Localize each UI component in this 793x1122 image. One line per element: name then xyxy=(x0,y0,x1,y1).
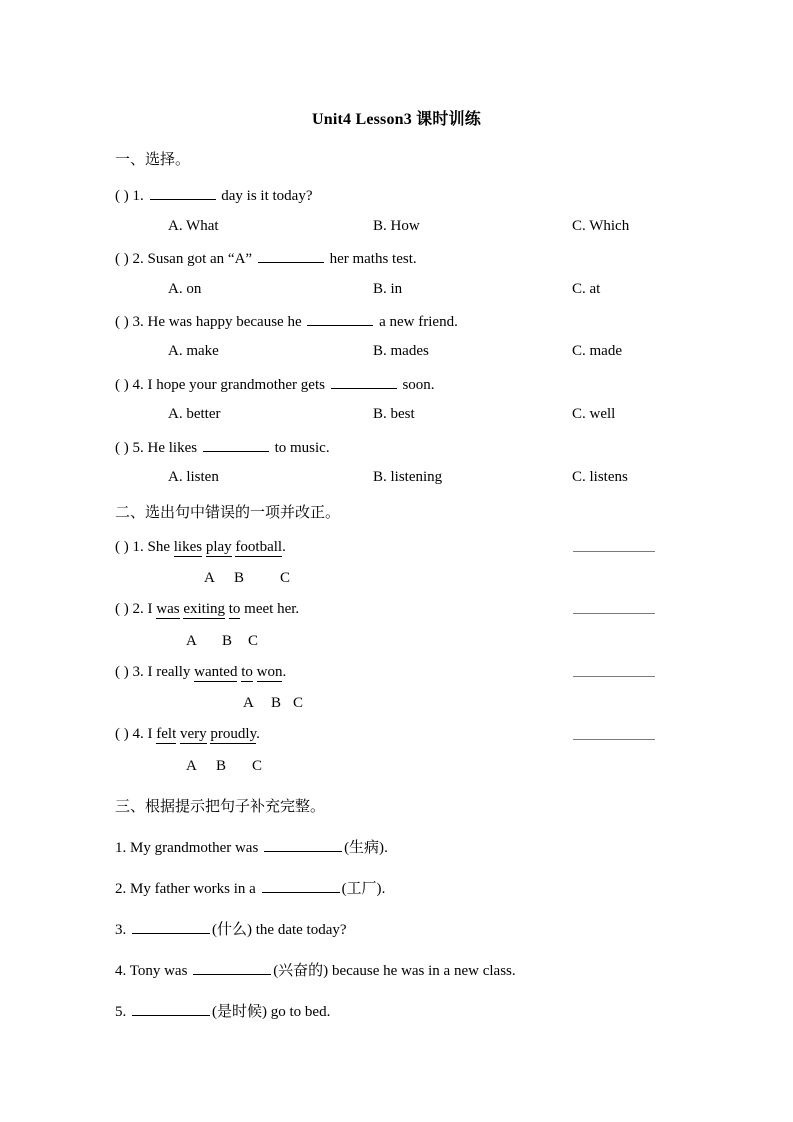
answer-blank[interactable] xyxy=(307,311,373,326)
abc-label-a: A xyxy=(204,570,215,586)
abc-markers-2-2 xyxy=(0,633,793,653)
answer-blank[interactable] xyxy=(132,1001,210,1016)
error-span-b[interactable]: to xyxy=(241,664,253,680)
abc-label-c: C xyxy=(252,758,263,774)
answer-blank[interactable] xyxy=(203,437,269,452)
options-row-1-2 xyxy=(0,281,793,301)
abc-label-a: A xyxy=(186,633,197,649)
question-text-after: because he was in a new class. xyxy=(328,963,516,979)
correction-answer-line[interactable] xyxy=(573,676,655,677)
error-span-a[interactable]: likes xyxy=(173,539,203,555)
option-a[interactable]: A. on xyxy=(168,281,202,297)
question-hint: (什么) xyxy=(212,922,252,938)
abc-label-c: C xyxy=(280,570,291,586)
question-text-before: Susan got an “A” xyxy=(147,250,256,267)
question-text-after: her maths test. xyxy=(325,250,417,267)
question-marker[interactable]: ( ) 3. xyxy=(115,664,144,680)
question-text-before: My father works in a xyxy=(130,881,260,897)
question-3-4 xyxy=(115,959,516,980)
question-text-after: . xyxy=(381,881,386,897)
question-1-5 xyxy=(115,437,330,457)
abc-label-b: B xyxy=(222,633,233,649)
question-marker: 4. xyxy=(115,963,127,979)
question-1-3 xyxy=(115,311,458,331)
answer-blank[interactable] xyxy=(331,374,397,389)
abc-label-c: C xyxy=(293,695,304,711)
answer-blank[interactable] xyxy=(258,248,324,263)
question-2-4 xyxy=(115,726,260,743)
question-2-3 xyxy=(115,664,286,681)
option-b[interactable]: B. How xyxy=(373,218,420,234)
page-title: Unit4 Lesson3 课时训练 xyxy=(312,111,481,128)
question-marker: 2. xyxy=(115,881,127,897)
error-span-c[interactable]: proudly xyxy=(210,726,257,742)
error-span-b[interactable]: very xyxy=(180,726,207,742)
option-c[interactable]: C. Which xyxy=(572,218,630,234)
question-text-after: the date today? xyxy=(252,922,347,938)
question-text-before: Tony was xyxy=(129,963,192,979)
abc-markers-2-4 xyxy=(0,758,793,778)
question-marker[interactable]: ( ) 3. xyxy=(115,313,144,330)
error-span-c[interactable]: football xyxy=(235,539,283,555)
error-span-b[interactable]: exiting xyxy=(183,601,225,617)
error-span-a[interactable]: was xyxy=(156,601,180,617)
option-b[interactable]: B. best xyxy=(373,406,415,422)
abc-label-a: A xyxy=(186,758,197,774)
options-row-1-5 xyxy=(0,469,793,489)
option-a[interactable]: A. listen xyxy=(168,469,219,485)
question-marker: 3. xyxy=(115,922,127,938)
question-text-before: He likes xyxy=(147,439,201,456)
option-a[interactable]: A. make xyxy=(168,343,219,359)
options-row-1-3 xyxy=(0,343,793,363)
question-marker[interactable]: ( ) 1. xyxy=(115,539,144,555)
error-span-c[interactable]: won xyxy=(256,664,283,680)
question-marker: 1. xyxy=(115,840,127,856)
question-2-1 xyxy=(115,539,286,556)
question-1-1 xyxy=(115,185,312,205)
question-text-before: He was happy because he xyxy=(147,313,306,330)
question-text-after: go to bed. xyxy=(267,1004,331,1020)
question-marker: 5. xyxy=(115,1004,127,1020)
section-heading-three: 三、根据提示把句子补充完整。 xyxy=(115,799,326,815)
abc-label-b: B xyxy=(216,758,227,774)
sentence-tail: . xyxy=(282,539,286,555)
question-text-before: I hope your grandmother gets xyxy=(147,376,329,393)
correction-answer-line[interactable] xyxy=(573,613,655,614)
option-c[interactable]: C. made xyxy=(572,343,622,359)
sentence-lead: I really xyxy=(147,664,195,680)
question-text-after: a new friend. xyxy=(375,313,458,330)
answer-blank[interactable] xyxy=(264,837,342,852)
question-marker[interactable]: ( ) 1. xyxy=(115,187,144,204)
correction-answer-line[interactable] xyxy=(573,739,655,740)
sentence-lead: I xyxy=(147,601,157,617)
abc-label-a: A xyxy=(243,695,254,711)
abc-label-b: B xyxy=(234,570,245,586)
sentence-tail: . xyxy=(282,664,287,680)
option-c[interactable]: C. at xyxy=(572,281,601,297)
question-3-5 xyxy=(115,1000,330,1021)
sentence-tail: meet her. xyxy=(240,601,300,617)
abc-markers-2-3 xyxy=(0,695,793,715)
error-span-a[interactable]: wanted xyxy=(194,664,238,680)
option-b[interactable]: B. in xyxy=(373,281,403,297)
question-text-after: day is it today? xyxy=(217,187,313,204)
question-hint: (兴奋的) xyxy=(273,963,329,979)
error-span-c[interactable]: to xyxy=(228,601,241,617)
error-span-a[interactable]: felt xyxy=(156,726,177,742)
option-c[interactable]: C. well xyxy=(572,406,616,422)
question-marker[interactable]: ( ) 2. xyxy=(115,601,144,617)
option-b[interactable]: B. listening xyxy=(373,469,443,485)
sentence-lead: I xyxy=(147,726,157,742)
question-hint: (生病) xyxy=(344,840,385,856)
question-2-2 xyxy=(115,601,299,618)
option-a[interactable]: A. better xyxy=(168,406,221,422)
option-c[interactable]: C. listens xyxy=(572,469,628,485)
section-heading-one: 一、选择。 xyxy=(115,152,191,168)
question-3-1 xyxy=(115,836,388,857)
question-text-before: My grandmother was xyxy=(130,840,263,856)
question-text-after: to music. xyxy=(270,439,330,456)
question-marker[interactable]: ( ) 2. xyxy=(115,250,144,267)
abc-label-b: B xyxy=(271,695,282,711)
question-3-3 xyxy=(115,918,347,939)
sentence-tail: . xyxy=(256,726,260,742)
options-row-1-4 xyxy=(0,406,793,426)
sentence-lead: She xyxy=(147,539,174,555)
question-3-2 xyxy=(115,877,385,898)
question-hint: (是时候) xyxy=(212,1004,267,1020)
question-text-after: soon. xyxy=(398,376,435,393)
option-b[interactable]: B. mades xyxy=(373,343,429,359)
abc-label-c: C xyxy=(248,633,259,649)
question-marker[interactable]: ( ) 5. xyxy=(115,439,144,456)
answer-blank[interactable] xyxy=(132,919,210,934)
abc-markers-2-1 xyxy=(0,570,793,590)
question-1-4 xyxy=(115,374,435,394)
question-text-after: . xyxy=(384,840,388,856)
answer-blank[interactable] xyxy=(193,960,271,975)
question-marker[interactable]: ( ) 4. xyxy=(115,376,144,393)
question-1-2 xyxy=(115,248,417,268)
correction-answer-line[interactable] xyxy=(573,551,655,552)
answer-blank[interactable] xyxy=(150,185,216,200)
error-span-b[interactable]: play xyxy=(205,539,232,555)
answer-blank[interactable] xyxy=(262,878,340,893)
question-marker[interactable]: ( ) 4. xyxy=(115,726,144,742)
options-row-1-1 xyxy=(0,218,793,238)
question-hint: (工厂) xyxy=(341,881,382,897)
option-a[interactable]: A. What xyxy=(168,218,219,234)
section-heading-two: 二、选出句中错误的一项并改正。 xyxy=(115,505,341,521)
